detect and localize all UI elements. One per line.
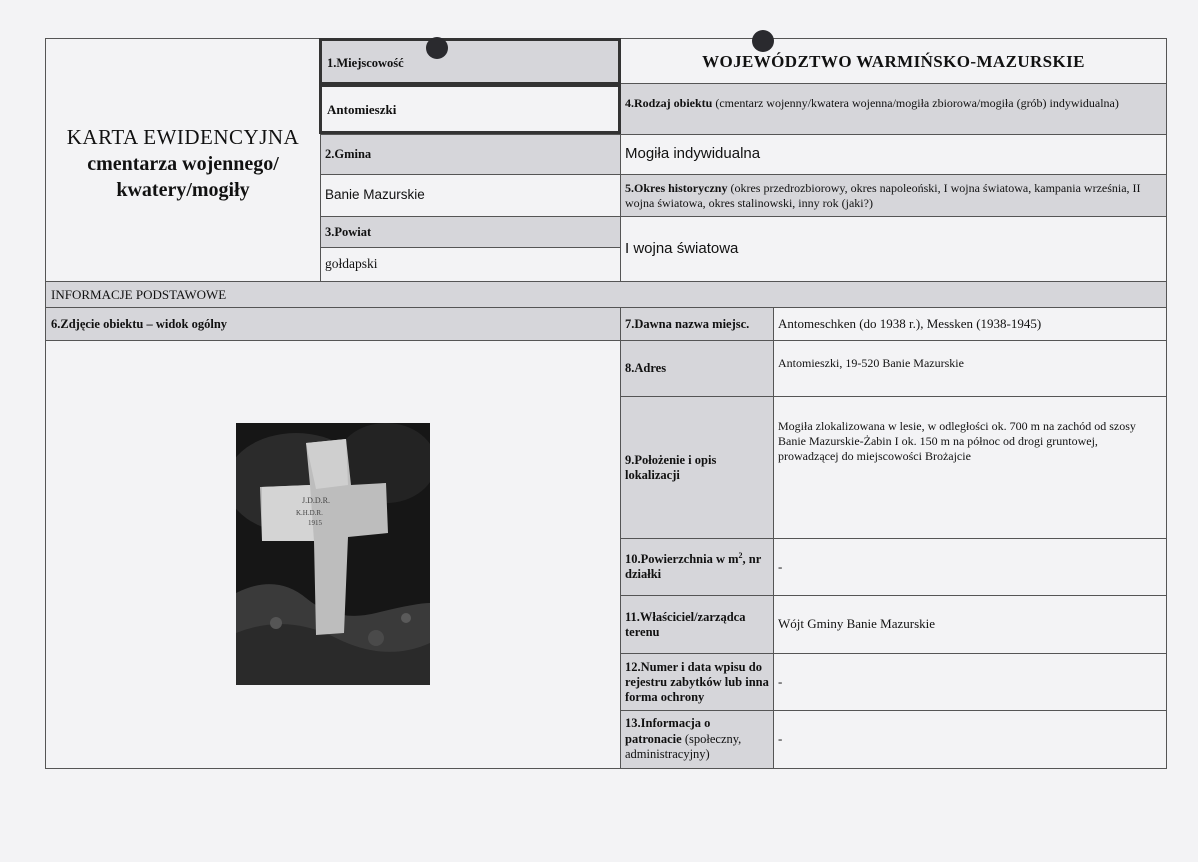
field5-label-group bbox=[621, 177, 1161, 215]
grave-cross-photo bbox=[236, 423, 430, 685]
field9-label: 9.Położenie i opis lokalizacji bbox=[625, 452, 717, 482]
field10-label bbox=[621, 539, 773, 595]
field10-value: - bbox=[778, 558, 783, 574]
field5-hint: (okres przedrozbiorowy, okres napoleoński, I wojna światowa, kampania września, II wojna światowa, okres stalinowski, inny rok (jaki?) bbox=[625, 181, 1141, 210]
field1-value: Antomieszki bbox=[327, 102, 397, 118]
field13-hint: (społeczny, administracyjny) bbox=[625, 731, 742, 762]
field1-label: 1.Miejscowość bbox=[327, 55, 404, 70]
field3-value: gołdapski bbox=[325, 256, 378, 272]
field6-label: 6.Zdjęcie obiektu – widok ogólny bbox=[51, 316, 228, 331]
field4-hint: (cmentarz wojenny/kwatera wojenna/mogiła zbiorowa/mogiła (grób) indywidualna) bbox=[712, 96, 1119, 110]
field9-value: Mogiła zlokalizowana w lesie, w odległości ok. 700 m na zachód od szosy Banie Mazurskie-Żabin I ok. 150 m na północ od drogi gruntowej, prowadzącej do miejscowości Brożajcie bbox=[778, 419, 1136, 463]
cross-image bbox=[236, 423, 430, 685]
field3-label: 3.Powiat bbox=[325, 224, 372, 239]
card-title-line2: cmentarza wojennego/ bbox=[87, 153, 279, 176]
field10-label-b: , nr działki bbox=[625, 552, 762, 582]
svg-text:J.D.D.R.: J.D.D.R. bbox=[302, 496, 331, 505]
field5-label: 5.Okres historyczny bbox=[625, 181, 728, 195]
section-header: INFORMACJE PODSTAWOWE bbox=[51, 286, 227, 302]
field12-value: - bbox=[778, 673, 783, 689]
field13-label-group bbox=[621, 711, 773, 768]
field13-value: - bbox=[778, 731, 783, 747]
card-title-line1: KARTA EWIDENCYJNA bbox=[66, 125, 300, 149]
field11-label: 11.Właściciel/zarządca terenu bbox=[625, 609, 746, 639]
svg-text:K.H.D.R.: K.H.D.R. bbox=[296, 509, 323, 517]
field2-label: 2.Gmina bbox=[325, 147, 372, 161]
field4-value: Mogiła indywidualna bbox=[625, 145, 761, 163]
field8-value: Antomieszki, 19-520 Banie Mazurskie bbox=[778, 356, 964, 370]
field13-label: 13.Informacja o patronacie bbox=[625, 716, 711, 746]
voivodeship-header: WOJEWÓDZTWO WARMIŃSKO-MAZURSKIE bbox=[702, 51, 1085, 71]
field11-value: Wójt Gminy Banie Mazurskie bbox=[778, 616, 936, 632]
field8-label: 8.Adres bbox=[625, 361, 667, 375]
svg-text:1915: 1915 bbox=[308, 519, 322, 527]
field10-label-sup: 2 bbox=[738, 551, 743, 560]
field10-label-a: 10.Powierzchnia w m bbox=[625, 552, 739, 567]
card-title bbox=[46, 124, 320, 203]
field5-value: I wojna światowa bbox=[625, 239, 739, 257]
card-title-line3: kwatery/mogiły bbox=[116, 179, 250, 202]
field2-value: Banie Mazurskie bbox=[325, 187, 425, 203]
field12-label: 12.Numer i data wpisu do rejestru zabytków lub inna forma ochrony bbox=[625, 659, 769, 704]
field7-label: 7.Dawna nazwa miejsc. bbox=[625, 316, 750, 331]
field4-label: 4.Rodzaj obiektu bbox=[625, 96, 713, 110]
field4-label-group bbox=[621, 92, 1161, 115]
field7-value: Antomeschken (do 1938 r.), Messken (1938-1945) bbox=[778, 315, 1042, 331]
